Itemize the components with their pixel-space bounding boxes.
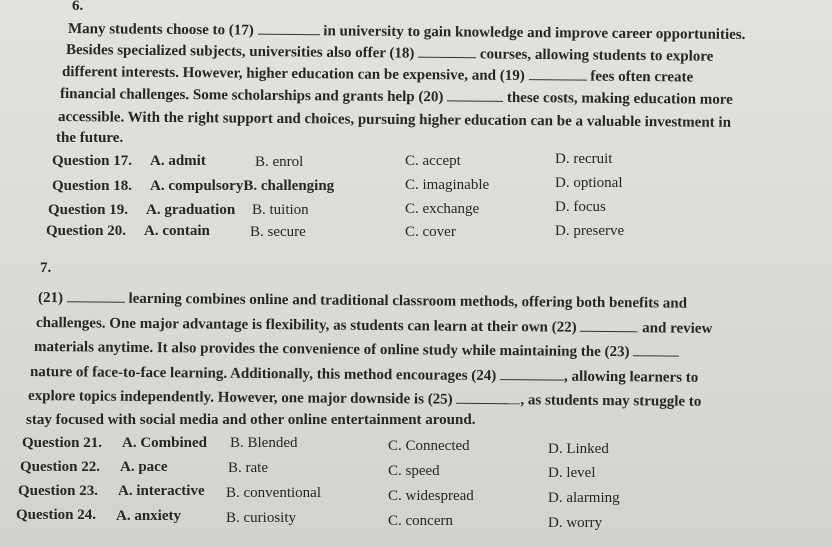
section-7-number: 7. [40, 260, 52, 276]
question-17-option-d[interactable]: D. recruit [555, 151, 613, 167]
question-20-option-a[interactable]: A. contain [144, 223, 210, 239]
passage6-line-5: accessible. With the right support and choices, pursuing higher education can be a valuable investment in [57, 109, 732, 131]
question-22-label: Question 22. [20, 459, 101, 475]
passage7-line-1 [38, 289, 687, 313]
question-18-option-a-b[interactable]: A. compulsoryB. challenging [150, 178, 335, 194]
question-21-option-c[interactable]: C. Connected [388, 438, 470, 454]
question-18-option-c[interactable]: C. imaginable [405, 177, 490, 193]
passage7-line-4 [30, 363, 698, 387]
question-17-option-b[interactable]: B. enrol [255, 154, 304, 170]
question-24-option-b[interactable]: B. curiosity [226, 510, 296, 526]
question-19-option-a[interactable]: A. graduation [146, 202, 236, 218]
question-23-label: Question 23. [18, 483, 99, 499]
passage-text: Many students choose to (17) [67, 21, 254, 39]
passage-text: nature of face-to-face learning. Additionally, this method encourages (24) [29, 364, 497, 385]
passage6-line-6: the future. [56, 130, 124, 146]
question-20-option-b[interactable]: B. secure [250, 224, 306, 240]
passage-text: Besides specialized subjects, universities also offer (18) [65, 42, 415, 62]
passage6-line-4 [60, 85, 733, 109]
question-17-option-c[interactable]: C. accept [405, 153, 461, 169]
blank-25[interactable] [456, 391, 520, 405]
passage6-line-1 [68, 20, 746, 44]
passage-text: different interests. However, higher education can be expensive, and (19) [61, 64, 525, 85]
passage-text: learning combines online and traditional classroom methods, offering both benefits and [128, 290, 688, 312]
question-24-option-c[interactable]: C. concern [388, 513, 453, 529]
question-20-label: Question 20. [46, 223, 127, 239]
passage-text: in university to gain knowledge and improve career opportunities. [323, 23, 746, 43]
passage7-line-3 [34, 338, 679, 362]
question-23-option-a[interactable]: A. interactive [118, 483, 205, 499]
blank-20[interactable] [447, 88, 503, 101]
question-21-option-a[interactable]: A. Combined [122, 435, 208, 451]
question-17-option-a[interactable]: A. admit [150, 153, 206, 169]
blank-21[interactable] [67, 289, 125, 303]
question-23-option-d[interactable]: D. alarming [548, 490, 620, 506]
blank-24[interactable] [500, 367, 564, 381]
blank-17[interactable] [258, 22, 320, 36]
question-20-option-d[interactable]: D. preserve [555, 223, 625, 239]
passage-text: , allowing learners to [564, 368, 699, 386]
question-19-label: Question 19. [48, 202, 129, 218]
question-20-option-c[interactable]: C. cover [405, 224, 456, 240]
question-21-option-b[interactable]: B. Blended [230, 435, 298, 451]
question-21-option-d[interactable]: D. Linked [548, 441, 609, 457]
blank-18[interactable] [418, 45, 476, 59]
passage7-line-6: stay focused with social media and other online entertainment around. [26, 412, 476, 428]
question-18-option-d[interactable]: D. optional [555, 175, 623, 191]
question-22-option-c[interactable]: C. speed [388, 463, 440, 479]
question-24-option-d[interactable]: D. worry [548, 515, 603, 531]
question-24-label: Question 24. [16, 507, 97, 523]
passage6-line-3 [62, 63, 693, 87]
passage-text: (21) [37, 290, 64, 307]
question-19-option-b[interactable]: B. tuition [252, 202, 309, 218]
question-21-label: Question 21. [22, 435, 103, 451]
passage-text: challenges. One major advantage is flexibility, as students can learn at their own (22) [35, 315, 577, 336]
passage6-line-2 [66, 41, 714, 66]
passage-text: explore topics independently. However, one major downside is (25) [27, 388, 453, 408]
passage-text: , as students may struggle to [520, 392, 702, 410]
section-6-number: 6. [72, 0, 84, 14]
passage-text: fees often create [590, 68, 694, 86]
passage-text: materials anytime. It also provides the convenience of online study while maintaining the (23) [33, 339, 630, 361]
question-22-option-a[interactable]: A. pace [120, 459, 168, 475]
blank-19[interactable] [528, 67, 586, 81]
question-19-option-d[interactable]: D. focus [555, 199, 606, 215]
passage7-line-2 [36, 314, 712, 338]
question-23-option-c[interactable]: C. widespread [388, 488, 474, 504]
question-22-option-b[interactable]: B. rate [228, 460, 268, 476]
blank-23[interactable] [633, 343, 679, 356]
question-18-label: Question 18. [52, 178, 133, 194]
passage-text: financial challenges. Some scholarships and grants help (20) [59, 86, 444, 106]
question-23-option-b[interactable]: B. conventional [226, 485, 321, 501]
passage7-line-5 [28, 387, 701, 411]
question-24-option-a[interactable]: A. anxiety [116, 508, 181, 524]
passage-text: courses, allowing students to explore [479, 46, 714, 65]
blank-22[interactable] [580, 319, 638, 333]
question-17-label: Question 17. [52, 153, 133, 169]
question-19-option-c[interactable]: C. exchange [405, 201, 480, 217]
question-22-option-d[interactable]: D. level [548, 465, 596, 481]
passage-text: and review [642, 320, 713, 337]
passage-text: these costs, making education more [506, 89, 733, 108]
